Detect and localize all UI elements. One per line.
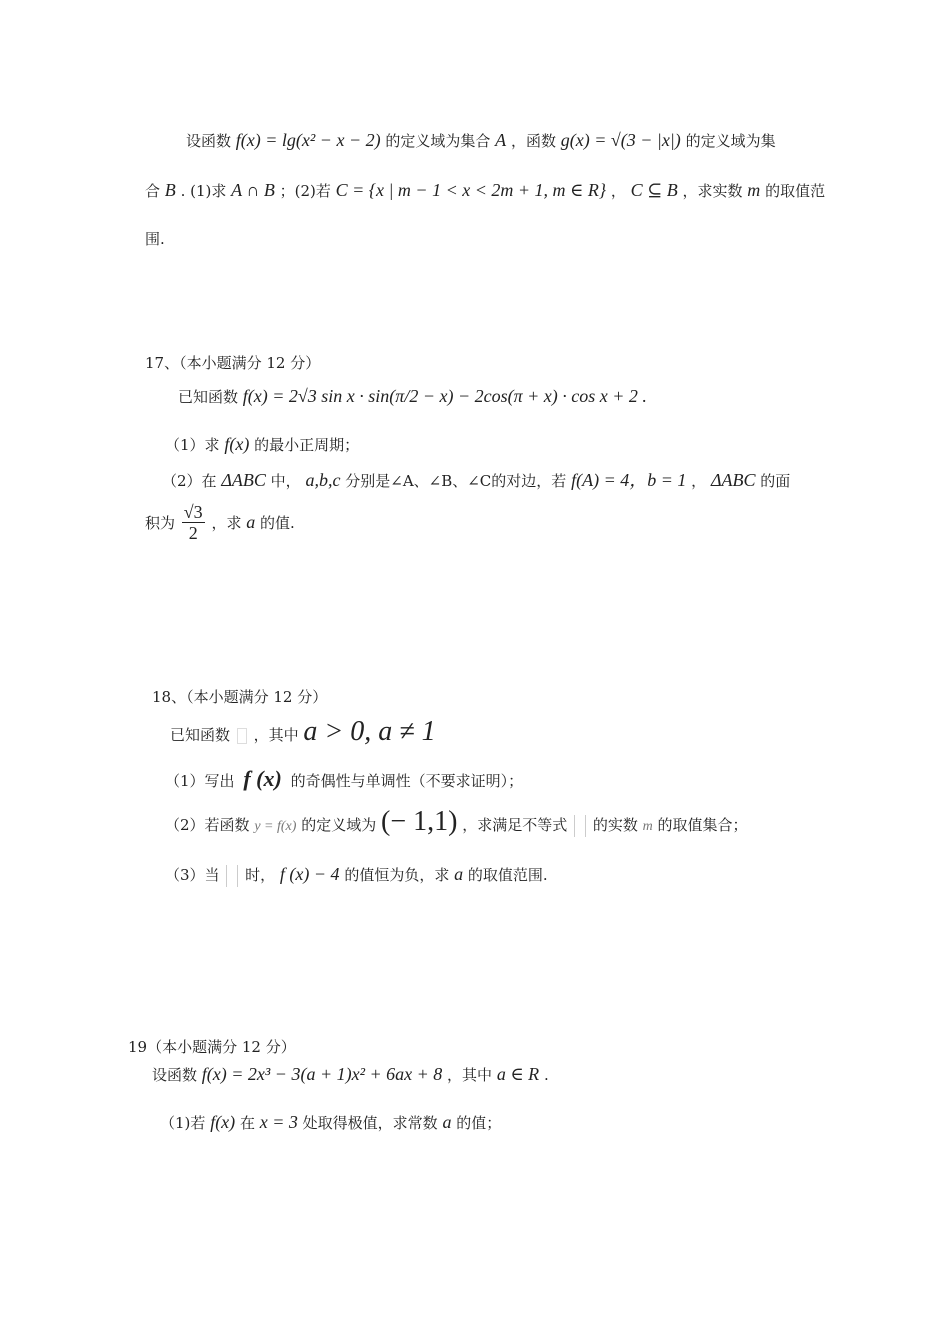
q18-text: 时， — [245, 866, 276, 884]
q18-text: 的取值集合； — [657, 816, 748, 834]
q17-text: （1）求 — [165, 436, 220, 454]
q16-line1 — [186, 130, 776, 151]
q18-text: 已知函数 — [170, 726, 231, 744]
q17-area-fraction — [182, 502, 205, 543]
fraction-numerator: √3 — [183, 502, 203, 522]
q19-intro — [152, 1064, 549, 1085]
q17-part3 — [145, 502, 295, 543]
q16-text: 的定义域为集 — [685, 132, 776, 150]
q17-text: 的面 — [760, 472, 791, 490]
missing-condition-image — [226, 865, 238, 887]
q19-var-a: a — [442, 1112, 452, 1132]
q18-header: 18、（本小题满分 12 分） — [152, 688, 328, 706]
q16-text: 的定义域为集合 — [385, 132, 491, 150]
q19-part1 — [160, 1112, 501, 1133]
q18-text: ，其中 — [253, 726, 299, 744]
q17-formula: f(x) = 2√3 sin x · sin(π/2 − x) − 2cos(π + x) · cos x + 2 . — [242, 386, 647, 406]
q16-set-A: A — [495, 130, 507, 150]
q16-subset: C ⊆ B — [630, 180, 678, 200]
q16-line2 — [145, 180, 825, 201]
q18-part1 — [165, 766, 523, 792]
q17-text: 的最小正周期； — [254, 436, 360, 454]
q19-text: 在 — [239, 1114, 255, 1132]
q17-text: （2）在 — [162, 472, 217, 490]
q17-part2 — [162, 466, 790, 492]
q18-text: 的值恒为负，求 — [344, 866, 450, 884]
q19-text: . — [543, 1066, 549, 1084]
q18-fx: f (x) — [243, 766, 282, 791]
q18-expr: f (x) − 4 — [279, 864, 340, 884]
q19-header: 19（本小题满分 12 分） — [128, 1038, 296, 1056]
q16-var-m: m — [747, 180, 761, 200]
q18-text: ，求满足不等式 — [462, 816, 568, 834]
q19-text: 处取得极值，求常数 — [302, 1114, 438, 1132]
q17-text: 中， — [270, 472, 301, 490]
q18-text: （1）写出 — [165, 772, 235, 790]
q17-fx: f(x) — [224, 434, 250, 454]
q16-text: ，求实数 — [682, 182, 743, 200]
q18-y-fx: y = f(x) — [254, 819, 297, 834]
q19-text: ，其中 — [447, 1066, 493, 1084]
q17-triangle: ΔABC — [710, 470, 756, 490]
q17-condition: f(A) = 4，b = 1 — [571, 470, 687, 490]
q16-line3 — [145, 228, 165, 249]
missing-formula-image — [237, 728, 247, 744]
q17-text: ， — [691, 472, 707, 490]
q18-text: （3）当 — [165, 866, 220, 884]
q18-var-m: m — [642, 819, 653, 834]
q18-interval: (− 1,1) — [381, 806, 458, 837]
q19-fx: f(x) — [210, 1112, 236, 1132]
q17-sides: a,b,c — [305, 470, 341, 490]
q18-intro — [170, 716, 436, 748]
q16-set-C: C = {x | m − 1 < x < 2m + 1, m ∈ R} — [335, 180, 607, 200]
q16-intersection: A ∩ B — [231, 180, 275, 200]
q17-triangle: ΔABC — [221, 470, 266, 490]
q18-var-a: a — [454, 864, 464, 884]
fraction-denominator: 2 — [188, 523, 198, 543]
q16-formula-g: g(x) = √(3 − |x|) — [560, 130, 681, 150]
q19-text: 设函数 — [152, 1066, 198, 1084]
q18-part3 — [165, 864, 548, 887]
q16-text: 合 — [145, 182, 161, 200]
q17-var-a: a — [246, 512, 256, 532]
q17-text: 积为 — [145, 514, 176, 532]
missing-inequality-image — [574, 815, 586, 837]
q16-set-B: B — [164, 180, 176, 200]
q16-text: 设函数 — [186, 132, 232, 150]
q19-x-eq: x = 3 — [259, 1112, 298, 1132]
q17-intro — [178, 386, 647, 407]
q18-text: 的定义域为 — [301, 816, 377, 834]
q17-text: ，求 — [211, 514, 242, 532]
q18-text: 的实数 — [592, 816, 638, 834]
q18-condition: a > 0, a ≠ 1 — [303, 716, 436, 747]
q19-text: （1)若 — [160, 1114, 206, 1132]
q17-part1 — [165, 434, 359, 455]
q16-text: . (1)求 — [180, 182, 227, 200]
q18-text: 的奇偶性与单调性（不要求证明）； — [290, 772, 524, 790]
q17-text: 的值. — [260, 514, 295, 532]
q16-text: ， — [610, 182, 626, 200]
q19-condition: a ∈ R — [496, 1064, 540, 1084]
q17-text: 分别是∠A、∠B、∠C的对边，若 — [345, 472, 567, 490]
q18-text: 的取值范围. — [467, 866, 548, 884]
q18-text: （2）若函数 — [165, 816, 250, 834]
q19-text: 的值； — [456, 1114, 502, 1132]
q16-text: 围. — [145, 230, 165, 248]
q18-part2 — [165, 806, 748, 838]
q16-text: ；(2)若 — [279, 182, 331, 200]
q19-formula: f(x) = 2x³ − 3(a + 1)x² + 6ax + 8 — [201, 1064, 443, 1084]
q17-text: 已知函数 — [178, 388, 239, 406]
q16-text: ，函数 — [510, 132, 556, 150]
q17-header: 17、（本小题满分 12 分） — [145, 354, 321, 372]
q16-text: 的取值范 — [765, 182, 826, 200]
q16-formula-f: f(x) = lg(x² − x − 2) — [235, 130, 381, 150]
